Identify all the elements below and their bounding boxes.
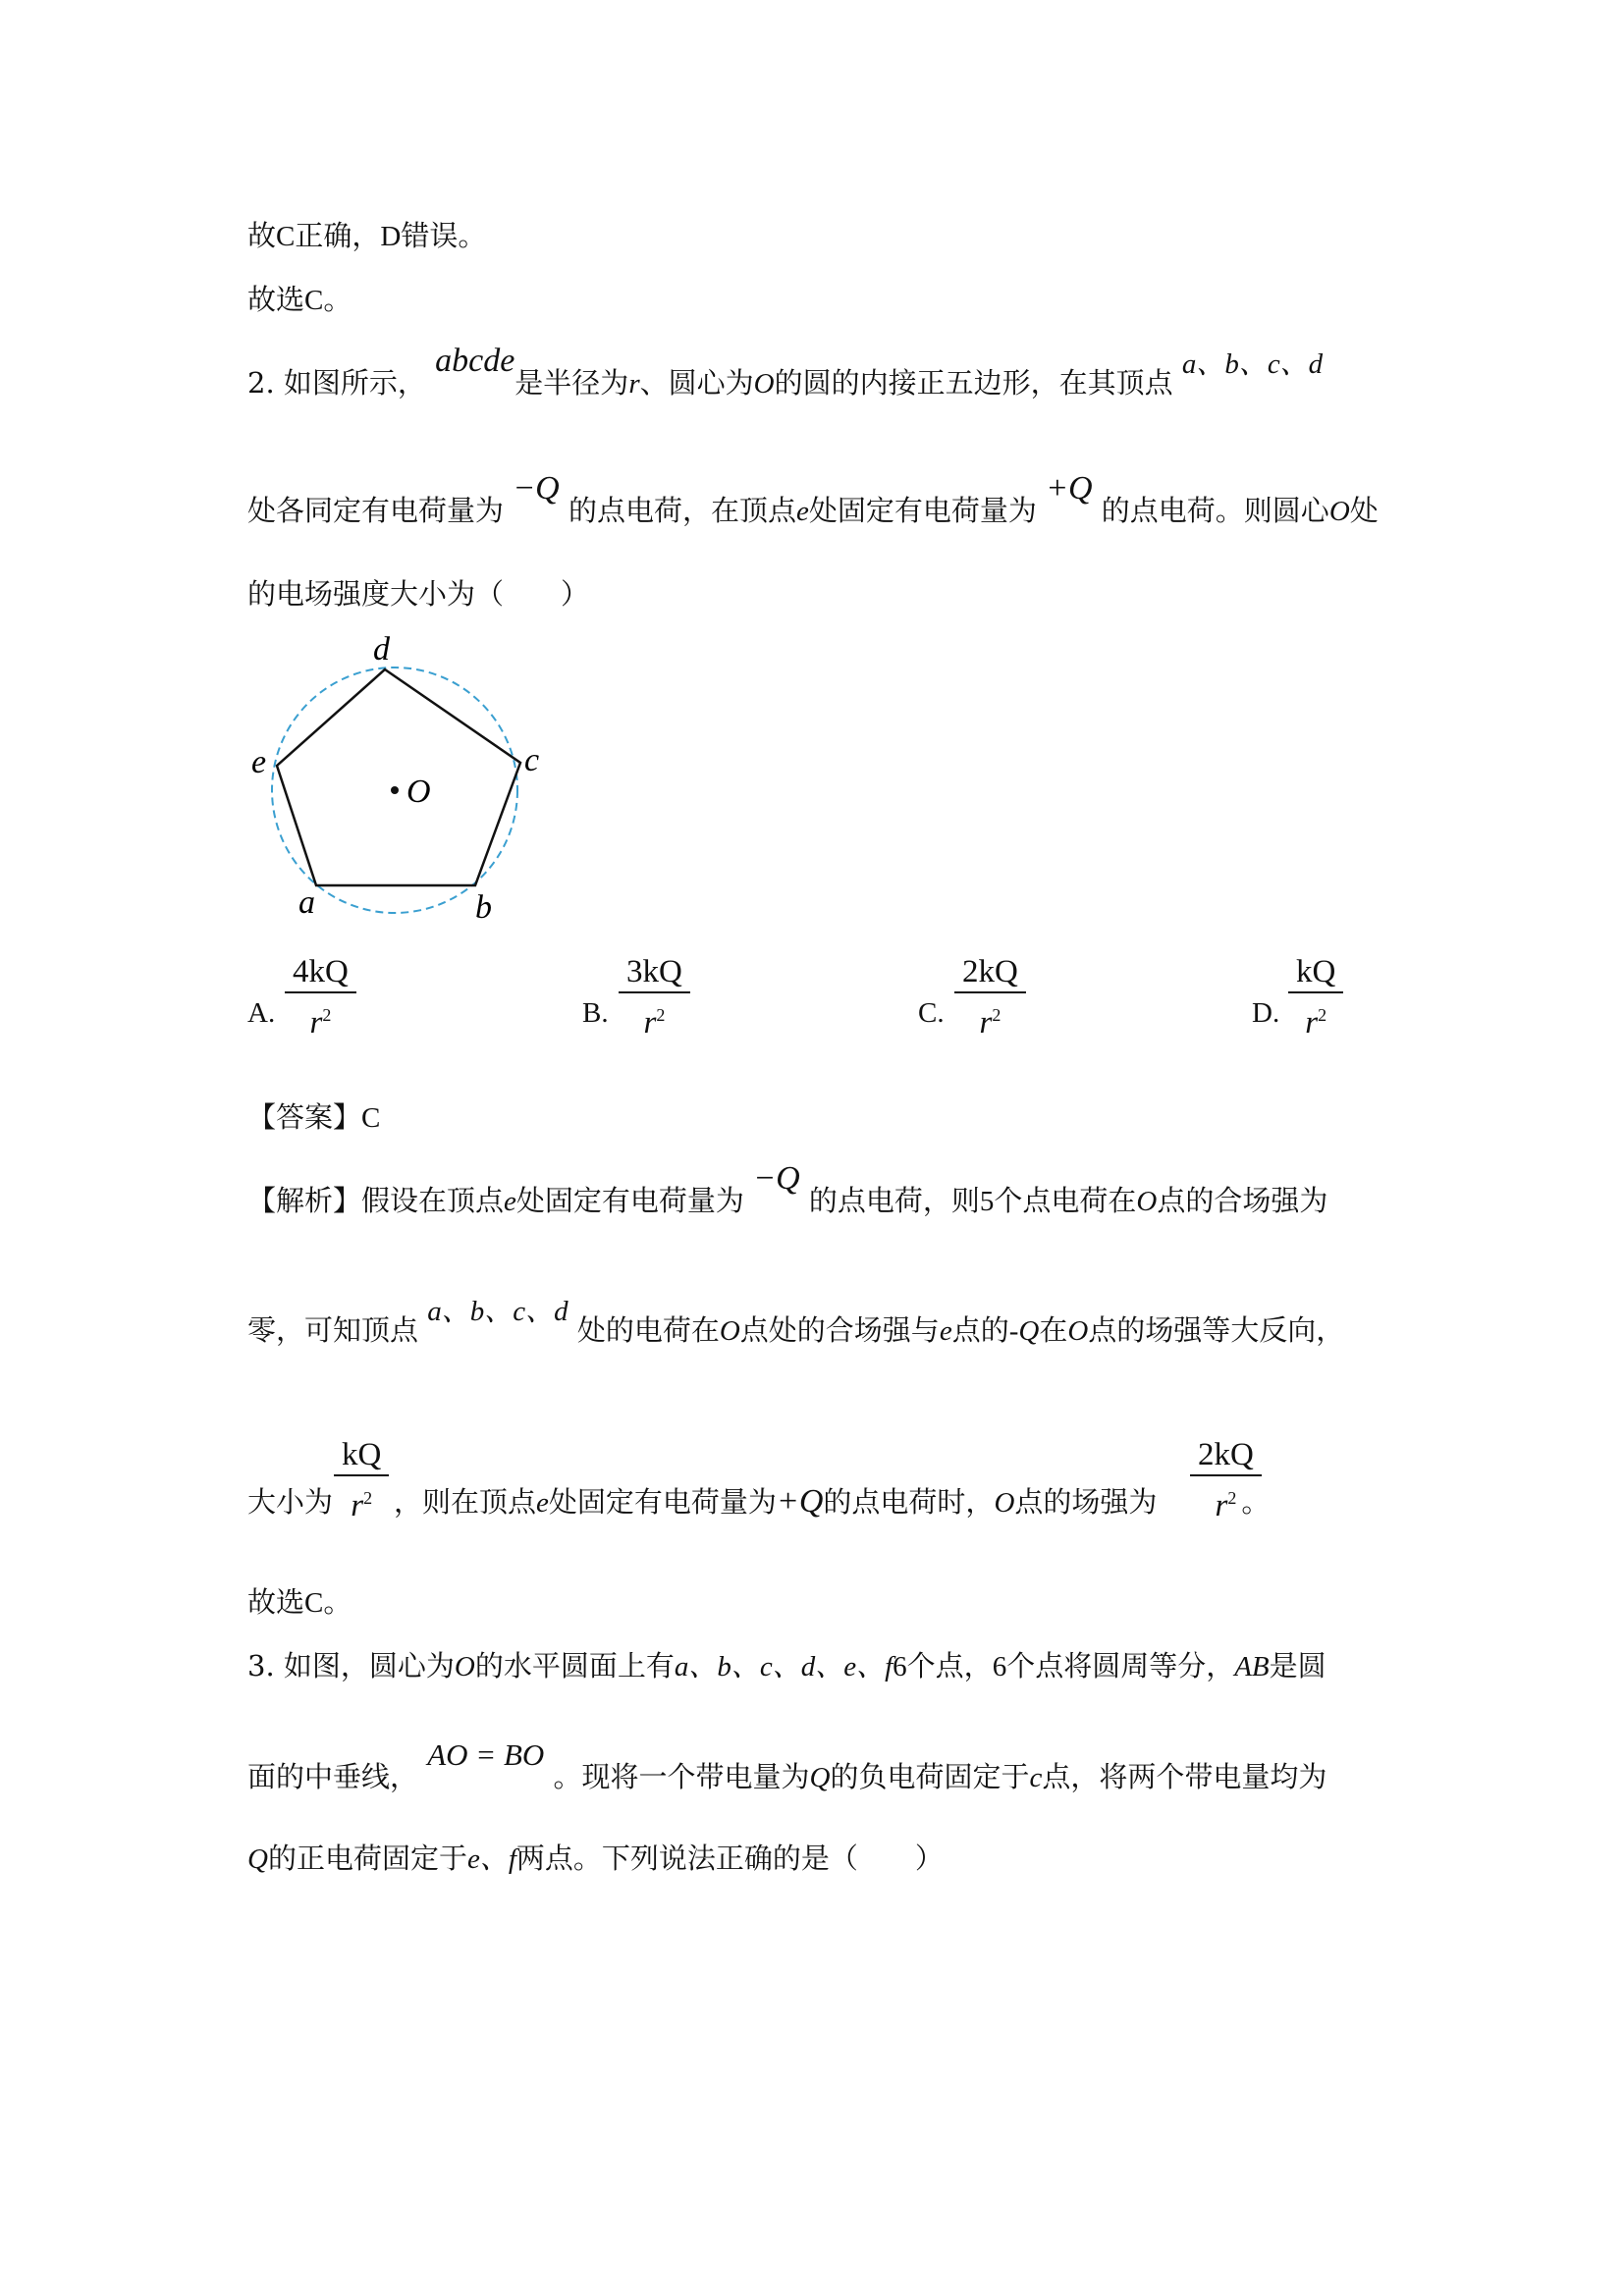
label-d: d — [373, 631, 390, 667]
text: 点的场强等大反向， — [1088, 1313, 1345, 1347]
text: 的点电荷时， — [823, 1485, 995, 1519]
text: 在 — [1039, 1313, 1068, 1347]
analysis-line-2 — [247, 1296, 1345, 1351]
text-line — [247, 280, 352, 320]
analysis-fraction-1 — [334, 1435, 389, 1527]
fraction-denominator: $r^2$ — [351, 1488, 373, 1523]
text: 处的电荷在 — [576, 1313, 720, 1347]
math-negative-charge: −Q — [753, 1160, 800, 1197]
fraction-denominator: $r^2$ — [643, 1005, 666, 1041]
text: 故选 — [247, 1585, 305, 1619]
text: 点的 — [951, 1313, 1009, 1347]
text: 的点电荷，在顶点 — [568, 494, 796, 527]
question-2-line-3: 的电场强度大小为（ ） — [247, 577, 590, 611]
math: O — [753, 368, 775, 400]
text: 零，可知顶点 — [247, 1313, 419, 1347]
label-c: c — [524, 742, 540, 778]
analysis-line-1 — [247, 1160, 1328, 1221]
text: 故选 — [247, 283, 305, 316]
text: 大小为 — [247, 1485, 334, 1519]
fraction-denominator: $r^2$ — [979, 1005, 1001, 1041]
text: 点的合场强为 — [1157, 1184, 1328, 1217]
text: 正确， — [295, 219, 381, 252]
math-equation: AO = BO — [427, 1737, 545, 1772]
analysis-label: 【解析】 — [247, 1184, 362, 1217]
text: 点处的合场强与 — [739, 1313, 940, 1347]
question-number: 2. 如图所示， — [247, 366, 426, 400]
text: 面的中垂线， — [247, 1760, 419, 1793]
pentagon — [277, 669, 520, 885]
fraction-numerator: kQ — [1288, 952, 1343, 993]
text: 的点电荷。则圆心 — [1101, 494, 1329, 527]
math-positive-charge: +Q — [776, 1483, 824, 1520]
math: O — [1328, 496, 1350, 527]
text: 故 — [247, 219, 277, 252]
option-a-fraction — [285, 952, 356, 1044]
text: 的水平圆面上有 — [474, 1649, 675, 1682]
fraction-denominator: $r^2$ — [1305, 1005, 1327, 1041]
option-c-fraction — [954, 952, 1026, 1044]
text: ，则在顶点 — [394, 1485, 537, 1519]
math: e — [536, 1487, 549, 1519]
text: 两点。下列说法正确的是（ ） — [515, 1842, 944, 1875]
question-2-line-1 — [247, 343, 1324, 403]
math-positive-charge: +Q — [1046, 470, 1093, 507]
label-O: O — [406, 774, 431, 810]
math: r — [628, 368, 640, 400]
option-a-label: A. — [247, 997, 276, 1029]
text: 、圆心为 — [639, 366, 754, 400]
fraction-denominator: $r^2$ — [1215, 1488, 1237, 1523]
text: 是圆 — [1269, 1649, 1326, 1682]
text: 的点电荷，则 — [808, 1184, 980, 1217]
text: 。现将一个带电量为 — [553, 1760, 810, 1793]
text: 处各同定有电荷量为 — [247, 494, 505, 527]
fraction-numerator: 3kQ — [619, 952, 690, 993]
answer-line — [247, 1097, 380, 1138]
math: 6 — [893, 1651, 907, 1682]
math-vertices: a、b、c、d — [427, 1296, 568, 1327]
text: 的正电荷固定于 — [267, 1842, 467, 1875]
text-line — [247, 216, 486, 256]
text: D — [380, 221, 402, 252]
text: C — [304, 285, 324, 316]
math: O — [1067, 1315, 1089, 1347]
option-d-label: D. — [1252, 997, 1280, 1029]
text: 点的场强为 — [1014, 1485, 1158, 1519]
question-3-line-2 — [247, 1737, 1327, 1797]
option-d-fraction — [1288, 952, 1343, 1044]
answer-value: C — [361, 1102, 381, 1134]
math: Q — [247, 1843, 268, 1875]
fraction-numerator: 2kQ — [1190, 1435, 1262, 1476]
fraction-denominator: $r^2$ — [309, 1005, 332, 1041]
option-c-label: C. — [918, 997, 945, 1029]
math: e — [795, 496, 809, 527]
math: Q — [809, 1762, 831, 1793]
math: 6 — [992, 1651, 1007, 1682]
math-negative-charge: −Q — [513, 470, 560, 507]
math-vertices: a、b、c、d — [1181, 348, 1324, 380]
question-number: 3. 如图，圆心为 — [247, 1649, 455, 1682]
text: 。 — [1241, 1485, 1271, 1519]
text: 处固定有电荷量为 — [808, 494, 1037, 527]
analysis-line-3 — [247, 1482, 1270, 1522]
text: 个点， — [906, 1649, 993, 1682]
math: O — [719, 1315, 740, 1347]
text: 个点将圆周等分， — [1006, 1649, 1235, 1682]
option-b-fraction — [619, 952, 690, 1044]
math-abcde: abcde — [435, 343, 515, 379]
math: -Q — [1008, 1315, 1040, 1347]
math: e — [939, 1315, 952, 1347]
math: O — [994, 1487, 1015, 1519]
text: 处 — [1349, 494, 1379, 527]
math: O — [454, 1651, 475, 1682]
fraction-numerator: 4kQ — [285, 952, 356, 993]
text: 是半径为 — [514, 366, 629, 400]
text: 处固定有电荷量为 — [548, 1485, 777, 1519]
label-e: e — [251, 744, 267, 780]
text: 个点电荷在 — [994, 1184, 1137, 1217]
answer-label: 【答案】 — [247, 1100, 362, 1134]
text: 。 — [323, 1585, 352, 1619]
conclusion-line — [247, 1582, 352, 1623]
center-dot — [391, 786, 399, 794]
question-3-line-1 — [247, 1646, 1326, 1686]
text: 的负电荷固定于 — [830, 1760, 1030, 1793]
question-2-line-2 — [247, 470, 1379, 531]
math: e、f — [466, 1843, 516, 1875]
math: e — [504, 1186, 516, 1217]
text: C — [276, 221, 296, 252]
text: 错误。 — [401, 219, 487, 252]
question-3-line-3 — [247, 1839, 944, 1879]
label-a: a — [298, 884, 315, 921]
fraction-numerator: kQ — [334, 1435, 389, 1476]
text: 的圆的内接正五边形，在其顶点 — [774, 366, 1173, 400]
math: O — [1136, 1186, 1158, 1217]
text: 。 — [323, 283, 352, 316]
fraction-numerator: 2kQ — [954, 952, 1026, 993]
math: c — [1029, 1762, 1043, 1793]
text: 假设在顶点 — [361, 1184, 505, 1217]
text: 处固定有电荷量为 — [515, 1184, 744, 1217]
label-b: b — [475, 889, 492, 923]
text: 点，将两个带电量均为 — [1042, 1760, 1327, 1793]
text: C — [304, 1587, 324, 1619]
math: AB — [1234, 1651, 1270, 1682]
math-points: a、b、c、d、e、f — [674, 1651, 893, 1682]
analysis-fraction-2 — [1190, 1435, 1262, 1527]
option-b-label: B. — [582, 997, 609, 1029]
math: 5 — [979, 1186, 995, 1217]
pentagon-figure — [247, 628, 562, 923]
